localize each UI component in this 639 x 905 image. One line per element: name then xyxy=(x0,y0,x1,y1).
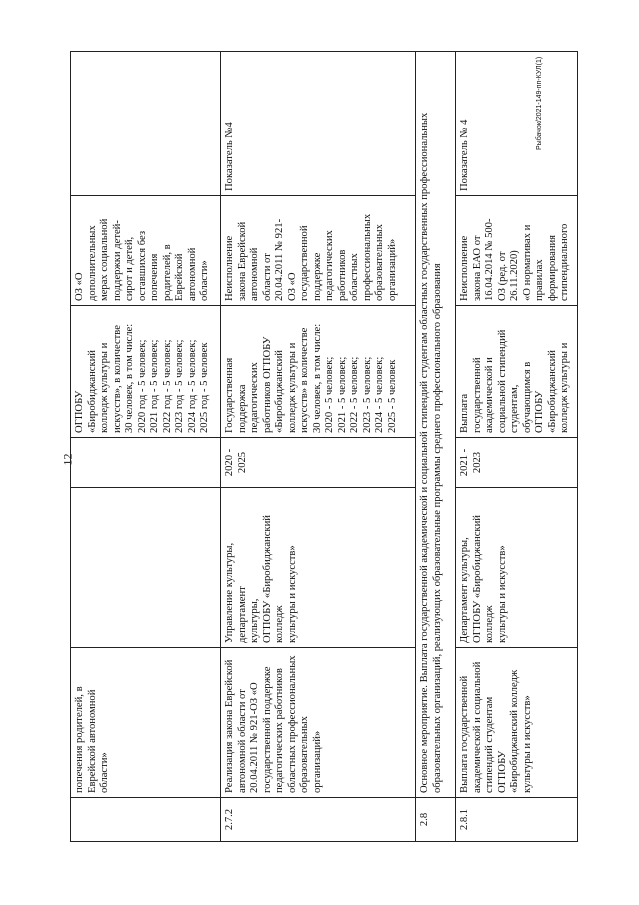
table-row xyxy=(456,52,578,842)
consequence: Неисполнение закона ЕАО от 16.04.2014 № 500- ОЗ (ред. от 26.11.2020) «О нормативах и правилах формирования стипендиального xyxy=(456,196,578,306)
period xyxy=(71,438,221,488)
executor xyxy=(71,488,221,648)
indicator: Показатель № 4 xyxy=(456,52,578,196)
period: 2021 - 2023 xyxy=(456,438,578,488)
consequence: ОЗ «О дополнительных мерах социальной поддержки детей- сирот и детей, оставшихся без попечения родителей, в Еврейской автономной области» xyxy=(71,196,221,306)
section-heading: Основное мероприятие. Выплата государственной академической и социальной стипендий студентам областных государственных профессиональных образовательных организаций, реализующих образовательные программы среднего профессионального образования xyxy=(416,52,456,798)
expected-result: Выплата государственной академической и социальной стипендий студентам, обучающимся в ОГПОБУ «Биробиджанский колледж культуры и xyxy=(456,306,578,438)
row-number xyxy=(71,798,221,842)
consequence: Неисполнение закона Еврейской автономной области от 20.04.2011 № 921- ОЗ «О государственной поддержке педагогических работников областных профессиональных образовательных организаций» xyxy=(221,196,416,306)
measure-name: Реализация закона Еврейской автономной области от 20.04.2011 № 921-ОЗ «О государственной поддержке педагогических работников областных профессиональных образовательных организаций» xyxy=(221,648,416,798)
table-row xyxy=(71,52,221,842)
indicator: Показатель №4 xyxy=(221,52,416,196)
row-number: 2.8 xyxy=(416,798,456,842)
measure-name: Выплата государственной академической и социальной стипендий студентам ОГПОБУ «Биробиджанский колледж культуры и искусств» xyxy=(456,648,578,798)
measures-table xyxy=(70,51,578,842)
period: 2020 - 2025 xyxy=(221,438,416,488)
page-number: 12 xyxy=(60,453,75,466)
table-row xyxy=(416,52,456,842)
measure-name: попечения родителей, в Еврейской автономной области» xyxy=(71,648,221,798)
executor: Управление культуры, департамент культуры, ОГПОБУ «Биробиджанский колледж культуры и искусств» xyxy=(221,488,416,648)
row-number: 2.7.2 xyxy=(221,798,416,842)
document-code: Рыбачок/2021-149-пп-КУЛ(1) xyxy=(536,56,543,150)
rotated-table-frame xyxy=(70,52,580,842)
executor: Департамент культуры, ОГПОБУ «Биробиджанский колледж культуры и искусств» xyxy=(456,488,578,648)
indicator xyxy=(71,52,221,196)
table-row xyxy=(221,52,416,842)
row-number: 2.8.1 xyxy=(456,798,578,842)
expected-result: Государственная поддержка педагогических работников ОГПОБУ «Биробиджанский колледж культуры и искусств» в количестве 30 человек, в том числе: 2020 - 5 человек; 2021 - 5 человек; 2022 - 5 человек; 2023 - 5 человек; 2024 - 5 человек; 2025 - 5 человек xyxy=(221,306,416,438)
expected-result: ОГПОБУ «Биробиджанский колледж культуры и искусств», в количестве 30 человек, в том числе: 2020 год - 5 человек; 2021 год - 5 человек; 2022 год - 5 человек; 2023 год - 5 человек; 2024 год - 5 человек; 2025 год - 5 человек xyxy=(71,306,221,438)
